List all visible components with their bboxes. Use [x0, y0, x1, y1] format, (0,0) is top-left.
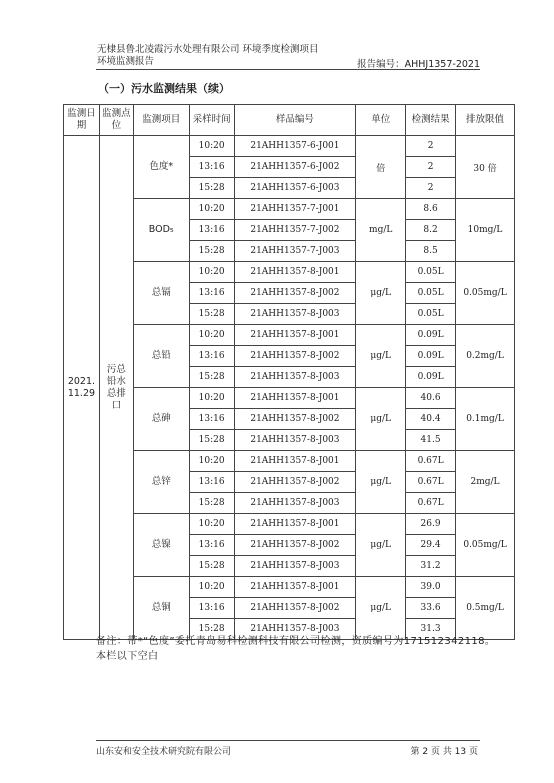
time-cell: 10:20	[189, 325, 234, 346]
time-cell: 15:28	[189, 304, 234, 325]
time-cell: 15:28	[189, 556, 234, 577]
time-cell: 15:28	[189, 430, 234, 451]
table-body	[64, 136, 515, 640]
result-cell: 31.3	[406, 619, 456, 640]
time-cell: 13:16	[189, 220, 234, 241]
item-cell: BOD₅	[133, 199, 189, 262]
unit-cell: μg/L	[356, 451, 406, 514]
result-cell: 29.4	[406, 535, 456, 556]
time-cell: 15:28	[189, 493, 234, 514]
sample-id-cell: 21AHH1357-8-J001	[234, 451, 356, 472]
result-cell: 8.6	[406, 199, 456, 220]
item-cell: 总砷	[133, 388, 189, 451]
section-title: （一）污水监测结果（续）	[98, 82, 230, 95]
result-cell: 0.05L	[406, 304, 456, 325]
unit-cell: 倍	[356, 136, 406, 199]
result-cell: 41.5	[406, 430, 456, 451]
site-cell: 污总铅水总排口	[99, 136, 133, 640]
remark-blank: 本栏以下空白	[96, 651, 159, 662]
time-cell: 13:16	[189, 535, 234, 556]
time-cell: 13:16	[189, 346, 234, 367]
header-line-1: 无棣县鲁北凌霞污水处理有限公司 环境季度检测项目	[97, 44, 319, 55]
result-cell: 8.5	[406, 241, 456, 262]
sample-id-cell: 21AHH1357-8-J001	[234, 514, 356, 535]
col-header-result: 检测结果	[406, 105, 456, 136]
time-cell: 10:20	[189, 451, 234, 472]
sample-id-cell: 21AHH1357-8-J002	[234, 409, 356, 430]
sample-id-cell: 21AHH1357-8-J002	[234, 346, 356, 367]
result-cell: 0.05L	[406, 262, 456, 283]
result-cell: 33.6	[406, 598, 456, 619]
unit-cell: μg/L	[356, 325, 406, 388]
sample-id-cell: 21AHH1357-8-J003	[234, 367, 356, 388]
remark-note: 备注：带*“色度”委托青岛易科检测科技有限公司检测，资质编号为171512342118。	[96, 636, 496, 647]
time-cell: 13:16	[189, 157, 234, 178]
unit-cell: μg/L	[356, 514, 406, 577]
col-header-limit: 排放限值	[456, 105, 515, 136]
item-cell: 总镉	[133, 262, 189, 325]
result-cell: 8.2	[406, 220, 456, 241]
time-cell: 15:28	[189, 178, 234, 199]
sample-id-cell: 21AHH1357-8-J003	[234, 556, 356, 577]
unit-cell: μg/L	[356, 388, 406, 451]
result-cell: 2	[406, 178, 456, 199]
table-header-row	[64, 105, 515, 136]
remarks	[96, 634, 506, 664]
time-cell: 10:20	[189, 262, 234, 283]
result-cell: 0.67L	[406, 451, 456, 472]
footer-org: 山东安和安全技术研究院有限公司	[96, 747, 232, 757]
unit-cell: μg/L	[356, 577, 406, 640]
result-cell: 0.09L	[406, 367, 456, 388]
item-cell: 总锌	[133, 451, 189, 514]
col-header-date: 监测日期	[64, 105, 100, 136]
result-cell: 0.09L	[406, 325, 456, 346]
unit-cell: μg/L	[356, 262, 406, 325]
sample-id-cell: 21AHH1357-8-J003	[234, 493, 356, 514]
limit-cell: 2mg/L	[456, 451, 515, 514]
unit-cell: mg/L	[356, 199, 406, 262]
result-cell: 26.9	[406, 514, 456, 535]
result-cell: 0.67L	[406, 493, 456, 514]
time-cell: 15:28	[189, 619, 234, 640]
report-number: 报告编号：AHHJ1357-2021	[357, 59, 480, 70]
item-cell: 总铅	[133, 325, 189, 388]
limit-cell: 0.1mg/L	[456, 388, 515, 451]
item-cell: 总铜	[133, 577, 189, 640]
time-cell: 10:20	[189, 199, 234, 220]
header-divider	[96, 69, 480, 70]
limit-cell: 0.05mg/L	[456, 262, 515, 325]
date-cell: 2021.11.29	[64, 136, 100, 640]
time-cell: 10:20	[189, 514, 234, 535]
footer-divider	[96, 740, 480, 741]
results-table	[63, 104, 515, 640]
time-cell: 10:20	[189, 388, 234, 409]
table-row	[64, 136, 515, 157]
limit-cell: 0.5mg/L	[456, 577, 515, 640]
footer-page-number: 第 2 页 共 13 页	[410, 747, 478, 757]
item-cell: 总镍	[133, 514, 189, 577]
sample-id-cell: 21AHH1357-8-J002	[234, 535, 356, 556]
sample-id-cell: 21AHH1357-8-J003	[234, 304, 356, 325]
time-cell: 15:28	[189, 241, 234, 262]
result-cell: 2	[406, 136, 456, 157]
col-header-sample: 样品编号	[234, 105, 356, 136]
sample-id-cell: 21AHH1357-8-J003	[234, 619, 356, 640]
time-cell: 10:20	[189, 136, 234, 157]
result-cell: 2	[406, 157, 456, 178]
limit-cell: 10mg/L	[456, 199, 515, 262]
sample-id-cell: 21AHH1357-7-J003	[234, 241, 356, 262]
col-header-site: 监测点位	[99, 105, 133, 136]
col-header-item: 监测项目	[133, 105, 189, 136]
col-header-time: 采样时间	[189, 105, 234, 136]
limit-cell: 30 倍	[456, 136, 515, 199]
result-cell: 31.2	[406, 556, 456, 577]
time-cell: 13:16	[189, 598, 234, 619]
sample-id-cell: 21AHH1357-8-J001	[234, 577, 356, 598]
sample-id-cell: 21AHH1357-6-J002	[234, 157, 356, 178]
sample-id-cell: 21AHH1357-8-J002	[234, 283, 356, 304]
result-cell: 0.67L	[406, 472, 456, 493]
sample-id-cell: 21AHH1357-8-J001	[234, 262, 356, 283]
item-cell: 色度*	[133, 136, 189, 199]
result-cell: 39.0	[406, 577, 456, 598]
limit-cell: 0.05mg/L	[456, 514, 515, 577]
sample-id-cell: 21AHH1357-6-J001	[234, 136, 356, 157]
result-cell: 0.05L	[406, 283, 456, 304]
time-cell: 13:16	[189, 283, 234, 304]
time-cell: 13:16	[189, 409, 234, 430]
sample-id-cell: 21AHH1357-8-J003	[234, 430, 356, 451]
time-cell: 15:28	[189, 367, 234, 388]
sample-id-cell: 21AHH1357-7-J002	[234, 220, 356, 241]
sample-id-cell: 21AHH1357-8-J001	[234, 388, 356, 409]
sample-id-cell: 21AHH1357-8-J002	[234, 472, 356, 493]
sample-id-cell: 21AHH1357-7-J001	[234, 199, 356, 220]
header-line-2: 环境监测报告	[97, 56, 155, 67]
limit-cell: 0.2mg/L	[456, 325, 515, 388]
result-cell: 0.09L	[406, 346, 456, 367]
time-cell: 13:16	[189, 472, 234, 493]
result-cell: 40.6	[406, 388, 456, 409]
sample-id-cell: 21AHH1357-8-J001	[234, 325, 356, 346]
col-header-unit: 单位	[356, 105, 406, 136]
result-cell: 40.4	[406, 409, 456, 430]
sample-id-cell: 21AHH1357-6-J003	[234, 178, 356, 199]
report-header-title	[97, 44, 319, 68]
sample-id-cell: 21AHH1357-8-J002	[234, 598, 356, 619]
time-cell: 10:20	[189, 577, 234, 598]
